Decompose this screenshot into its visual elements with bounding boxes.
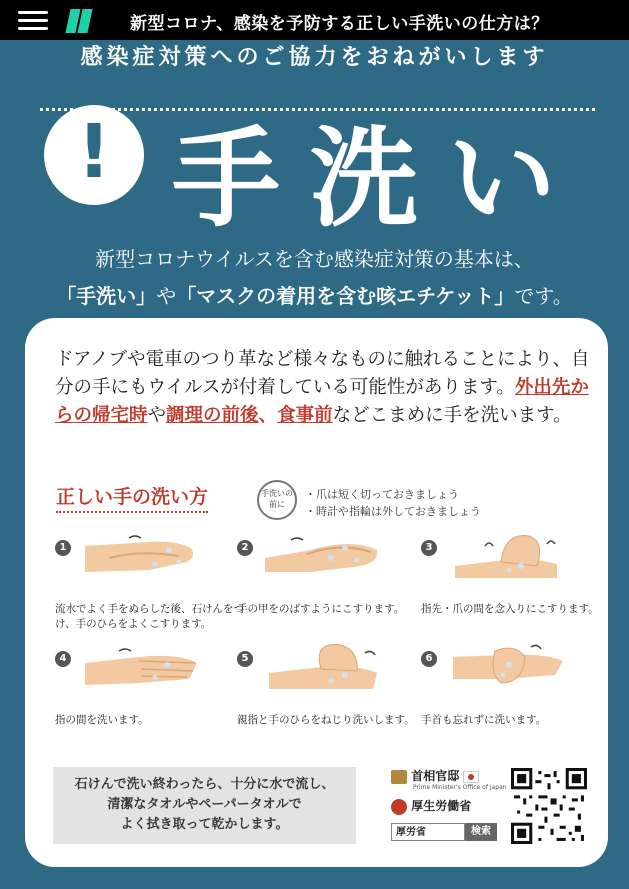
search-button[interactable]: 検索 bbox=[465, 823, 497, 841]
para-text-1: ドアノブや電車のつり革など様々なものに触れることにより、自分の手にもウイルスが付着している可能性があります。 bbox=[55, 349, 590, 398]
step-number: 3 bbox=[421, 540, 437, 556]
poster-title: 手洗い bbox=[172, 117, 587, 242]
para-highlight-3: 食事前 bbox=[277, 405, 333, 426]
note-line-2: 清潔なタオルやペーパータオルで bbox=[107, 797, 302, 812]
para-highlight-2: 調理の前後 bbox=[166, 405, 259, 426]
search-input[interactable]: 厚労省 bbox=[391, 823, 465, 841]
article-title: 新型コロナ、感染を予防する正しい手洗いの仕方は？ bbox=[130, 14, 549, 34]
intro-handwashing: 「手洗い」 bbox=[56, 284, 157, 308]
para-join-1: や bbox=[147, 405, 167, 426]
step-number: 6 bbox=[421, 651, 437, 667]
before-washing-notes bbox=[305, 486, 481, 520]
site-logo-icon[interactable] bbox=[66, 9, 92, 33]
intro-etiquette: 「マスクの着用を含む咳エチケット」 bbox=[176, 284, 515, 308]
info-paragraph bbox=[55, 346, 590, 430]
step-caption: 親指と手のひらをねじり洗いします。 bbox=[237, 714, 415, 726]
top-navigation-bar bbox=[0, 0, 629, 40]
howto-title: 正しい手の洗い方 bbox=[56, 482, 208, 513]
japan-flag-icon bbox=[463, 771, 479, 783]
mhlw-name: 厚生労働省 bbox=[411, 799, 472, 813]
kantei-logo bbox=[391, 767, 507, 791]
back-of-hand-icon bbox=[261, 532, 381, 580]
drying-note bbox=[53, 767, 356, 844]
intro-join: や bbox=[156, 284, 177, 308]
between-fingers-hand-icon bbox=[79, 643, 199, 691]
pre-note-jewelry: ・時計や指輪は外しておきましょう bbox=[305, 505, 481, 518]
wrist-wash-hand-icon bbox=[445, 643, 565, 691]
note-line-1: 石けんで洗い終わったら、十分に水で流し、 bbox=[74, 777, 335, 792]
intro-text bbox=[0, 243, 629, 309]
pre-note-nails: ・爪は短く切っておきましょう bbox=[305, 488, 459, 501]
palm-rub-hand-icon bbox=[79, 532, 199, 580]
step-caption: 手の甲をのばすようにこすります。 bbox=[237, 603, 405, 615]
intro-line-2 bbox=[0, 280, 629, 309]
note-line-3: よく拭き取って乾かします。 bbox=[120, 817, 289, 832]
hamburger-menu-icon[interactable] bbox=[18, 11, 48, 31]
step-caption: 指先・爪の間を念入りにこすります。 bbox=[421, 603, 599, 615]
step-number: 5 bbox=[237, 651, 253, 667]
search-row bbox=[391, 823, 497, 841]
info-card bbox=[25, 318, 608, 867]
intro-end: です。 bbox=[514, 284, 573, 308]
before-washing-bubble: 手洗いの前に bbox=[257, 480, 297, 520]
para-join-2: 、 bbox=[258, 405, 278, 426]
step-caption: 手首も忘れずに洗います。 bbox=[421, 714, 547, 726]
step-number: 4 bbox=[55, 651, 71, 667]
kantei-english: Prime Minister's Office of Japan bbox=[413, 784, 507, 791]
government-logos bbox=[391, 767, 507, 847]
step-number: 2 bbox=[237, 540, 253, 556]
fingertip-rub-hand-icon bbox=[445, 532, 565, 580]
exclamation-icon: ! bbox=[44, 105, 144, 205]
mhlw-emblem-icon bbox=[391, 799, 407, 815]
poster-banner: 感染症対策へのご協力をおねがいします bbox=[80, 45, 549, 70]
qr-code-icon[interactable] bbox=[511, 768, 587, 844]
step-caption: 指の間を洗います。 bbox=[55, 714, 149, 726]
para-text-2: などこまめに手を洗います。 bbox=[332, 405, 572, 426]
mhlw-logo bbox=[391, 797, 471, 815]
intro-line-1: 新型コロナウイルスを含む感染症対策の基本は、 bbox=[95, 247, 534, 271]
kantei-emblem-icon bbox=[391, 770, 407, 784]
kantei-name: 首相官邸 bbox=[411, 769, 460, 783]
thumb-twist-hand-icon bbox=[261, 643, 381, 691]
step-caption: 流水でよく手をぬらした後、石けんをつけ、手のひらをよくこすります。 bbox=[55, 603, 244, 630]
step-number: 1 bbox=[55, 540, 71, 556]
para-highlight-1: 外出先からの帰宅時 bbox=[55, 377, 589, 426]
